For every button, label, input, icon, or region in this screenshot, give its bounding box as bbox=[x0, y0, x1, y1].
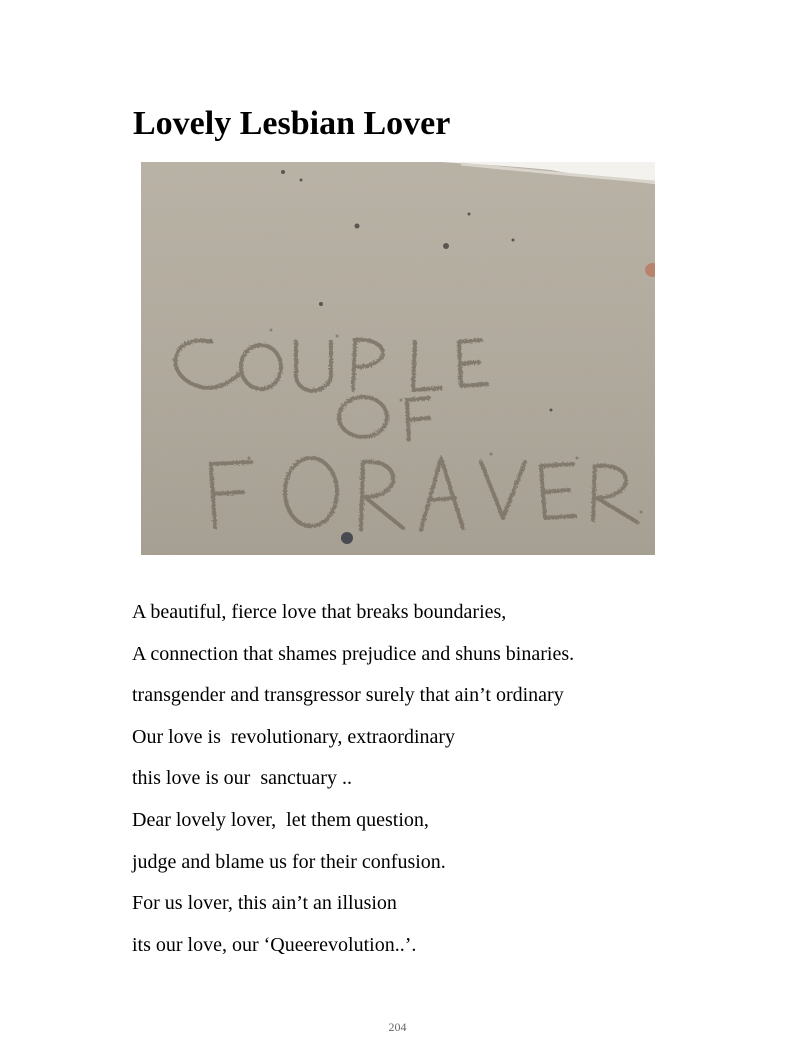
poem-line: Dear lovely lover, let them question, bbox=[132, 808, 429, 831]
beach-sand-photo bbox=[141, 162, 655, 555]
poem-line: For us lover, this ain’t an illusion bbox=[132, 892, 397, 915]
poem-line: this love is our sanctuary .. bbox=[132, 767, 352, 790]
poem-line: A connection that shames prejudice and shuns binaries. bbox=[132, 642, 575, 665]
poem bbox=[132, 592, 574, 966]
poem-line: its our love, our ‘Queerevolution..’. bbox=[132, 933, 417, 956]
poem-line: judge and blame us for their confusion. bbox=[132, 850, 446, 873]
poem-line: Our love is revolutionary, extraordinary bbox=[132, 725, 456, 748]
page-number: 204 bbox=[388, 1020, 407, 1034]
poem-line: A beautiful, fierce love that breaks boundaries, bbox=[132, 601, 507, 623]
page-title: Lovely Lesbian Lover bbox=[133, 105, 451, 142]
poem-line: transgender and transgressor surely that ain’t ordinary bbox=[132, 684, 564, 707]
